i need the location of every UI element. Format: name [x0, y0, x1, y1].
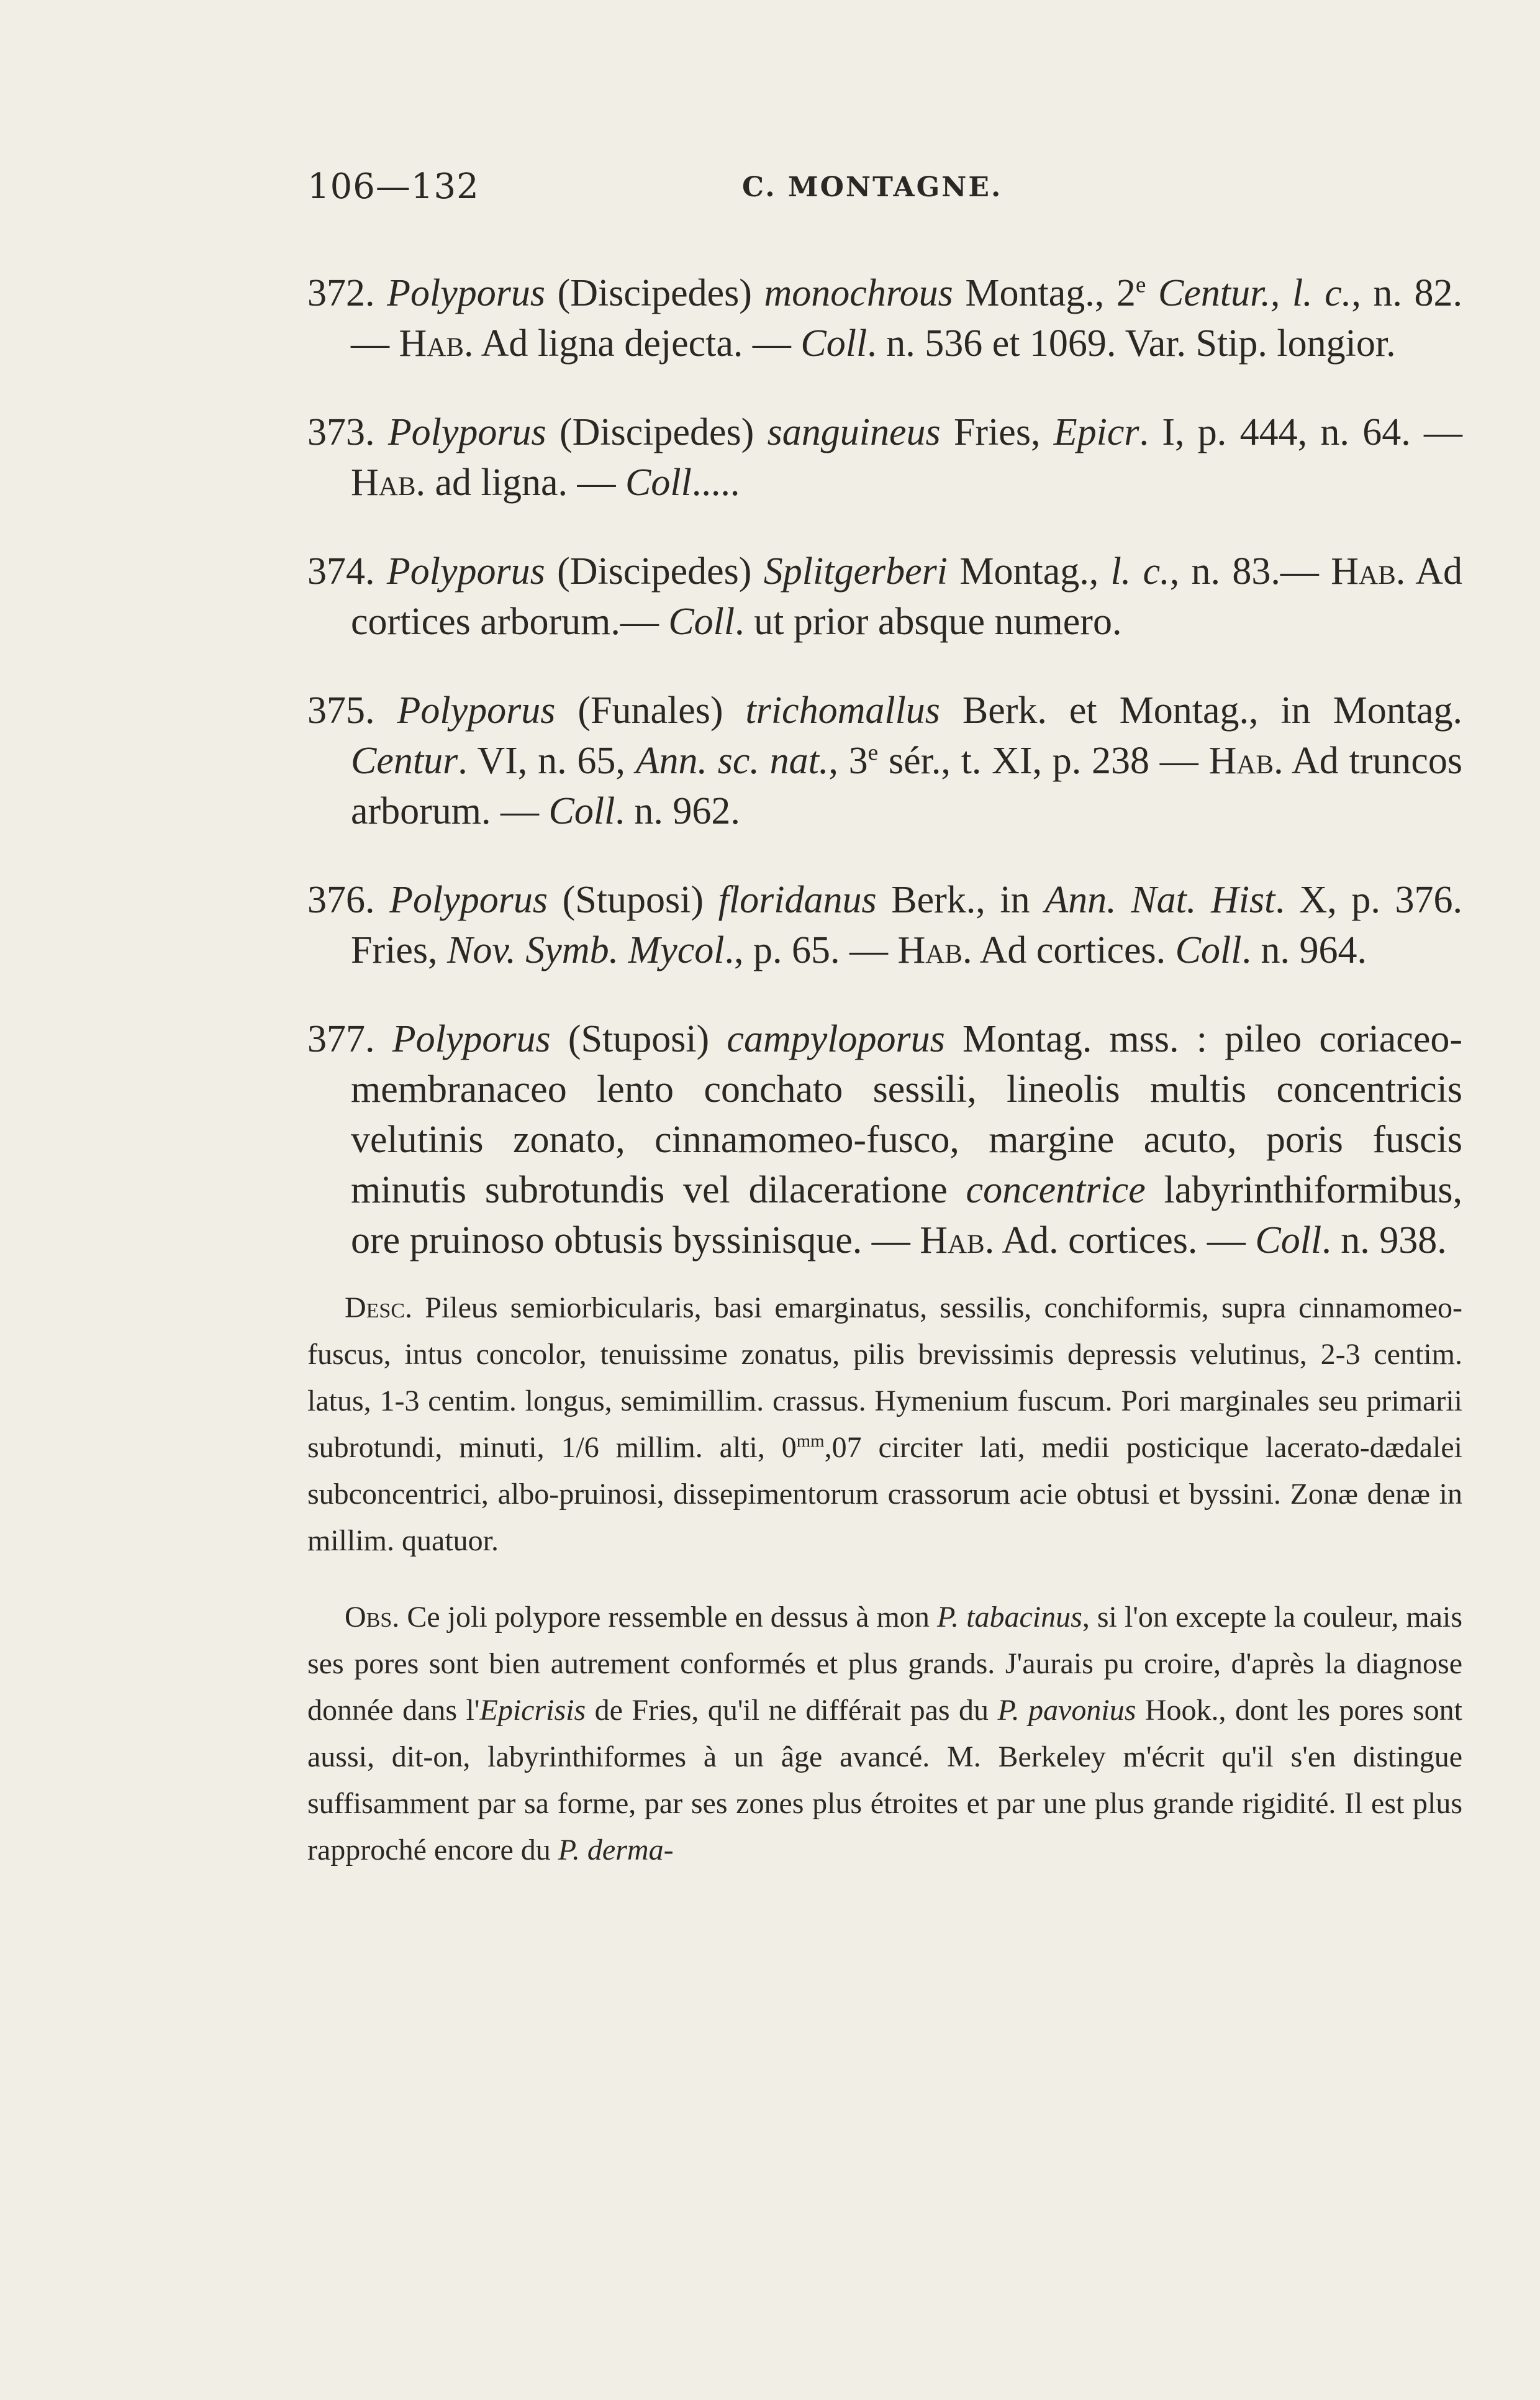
entry-number: 376. [307, 879, 390, 921]
description-paragraph [307, 1284, 1462, 1564]
text: . n. 964. [1241, 929, 1367, 971]
text: . Ad. cortices. — [984, 1219, 1256, 1261]
reference: Nov. Symb. Mycol [447, 929, 725, 971]
running-author: C. MONTAGNE. [742, 171, 1003, 203]
text: . Ad truncos arborum. — [351, 740, 1462, 832]
authority: Berk., in [876, 879, 1045, 921]
species: Splitgerberi [763, 550, 948, 593]
text: . ut prior absque numero. [735, 601, 1122, 643]
desc-label: Desc [345, 1291, 405, 1324]
reference: Ann. sc. nat. [635, 740, 829, 782]
text: . Ce joli polypore ressemble en dessus à mon [392, 1601, 937, 1634]
text: de Fries, qu'il ne différait pas du [586, 1694, 998, 1727]
text: . Ad cortices arborum.— [351, 550, 1462, 643]
entry-number: 373. [307, 411, 388, 453]
superscript: e [1135, 272, 1146, 298]
genus: Polyporus [387, 411, 546, 453]
obs-label: Obs [345, 1601, 392, 1634]
emphasis: concentrice [966, 1169, 1146, 1211]
superscript: e [867, 740, 879, 766]
coll-label: Coll [668, 601, 735, 643]
entry-number: 372. [307, 272, 387, 314]
section: (Discipedes) [546, 411, 768, 453]
text: . Ad cortices. [962, 929, 1175, 971]
text: . VI, n. 65, [458, 740, 636, 782]
reference: l. c. [1110, 550, 1170, 593]
genus: Polyporus [397, 689, 556, 732]
text: . X, p. 376. Fries, [351, 879, 1462, 971]
entry-373 [307, 407, 1462, 508]
authority: Montag., 2 [953, 272, 1136, 314]
genus: Polyporus [387, 272, 545, 314]
reference: Centur [351, 740, 458, 782]
coll-label: Coll [1175, 929, 1242, 971]
text: , n. 82.— [351, 272, 1463, 365]
entry-number: 375. [307, 689, 397, 732]
species: monochrous [764, 272, 953, 314]
text: ..... [691, 461, 740, 504]
authority: Fries, [940, 411, 1054, 453]
entry-375 [307, 686, 1462, 837]
reference: Ann. Nat. Hist [1044, 879, 1275, 921]
text: labyrinthiformibus, ore pruinoso obtusis byssinisque. — [351, 1169, 1462, 1261]
hab-label: Hab [1331, 550, 1396, 593]
entry-376 [307, 875, 1462, 976]
entry-number: 374. [307, 550, 387, 593]
entry-377 [307, 1014, 1462, 1266]
species-ref: P. pavonius [997, 1694, 1136, 1727]
reference: Epicr [1053, 411, 1139, 453]
text: . n. 938. [1321, 1219, 1447, 1261]
section: (Funales) [555, 689, 746, 732]
entry-number: 377. [307, 1018, 392, 1060]
authority: Montag., [947, 550, 1111, 593]
species-ref: P. tabacinus [936, 1601, 1082, 1634]
genus: Polyporus [392, 1018, 551, 1060]
description: Montag. mss. : pileo coriaceo-membranaceo lento conchato sessili, lineolis multis concentricis velutinis zonato, cinnamomeo-fusco, margine acuto, poris fuscis minutis subrotundis vel dilaceratione [351, 1018, 1462, 1211]
text: , n. 83.— [1169, 550, 1331, 593]
hab-label: Hab [1208, 740, 1274, 782]
species: trichomallus [745, 689, 940, 732]
text: Hook., dont les pores sont aussi, dit-on, labyrinthiformes à un âge avancé. M. Berkeley m'écrit qu'il s'en distingue suffisamment par sa forme, par ses zones plus étroites et par une plus grande rigidité. Il est plus rapproché encore du [307, 1694, 1462, 1866]
section: (Stuposi) [550, 1018, 727, 1060]
species: campyloporus [727, 1018, 945, 1060]
section: (Discipedes) [545, 272, 764, 314]
coll-label: Coll [1255, 1219, 1322, 1261]
entry-374 [307, 547, 1462, 647]
text: . n. 536 et 1069. Var. Stip. longior. [867, 322, 1396, 365]
genus: Polyporus [386, 550, 545, 593]
entry-372 [307, 268, 1462, 369]
hab-label: Hab [399, 322, 464, 365]
section: (Discipedes) [545, 550, 764, 593]
text: , 3 [828, 740, 868, 782]
text: . Ad ligna dejecta. — [464, 322, 801, 365]
text: sér., t. XI, p. 238 — [878, 740, 1209, 782]
page-body [307, 230, 1462, 1903]
text: , si l'on excepte la couleur, mais ses pores sont bien autrement conformés et plus grands. J'aurais pu croire, d'après la diagnose donnée dans l' [307, 1601, 1463, 1727]
hab-label: Hab [351, 461, 416, 504]
observation-paragraph [307, 1594, 1462, 1873]
hab-label: Hab [920, 1219, 985, 1261]
genus: Polyporus [389, 879, 548, 921]
species: sanguineus [767, 411, 941, 453]
species: floridanus [718, 879, 877, 921]
coll-label: Coll [800, 322, 867, 365]
running-header [307, 166, 1009, 216]
text: ,07 circiter lati, medii posticique lacerato-dædalei subconcentrici, albo-pruinosi, dissepimentorum crassorum acie obtusi et byssini. Zonæ denæ in millim. quatuor. [307, 1431, 1462, 1557]
reference: Centur., l. c. [1146, 272, 1352, 314]
text: . Pileus semiorbicularis, basi emarginatus, sessilis, conchiformis, supra cinnamomeo-fuscus, intus concolor, tenuissime zonatus, pilis brevissimis depressis velutinus, 2-3 centim. latus, 1-3 centim. longus, semimillim. crassus. Hymenium fuscum. Pori marginales seu primarii subrotundi, minuti, 1/6 millim. alti, 0 [307, 1291, 1462, 1464]
text: . n. 962. [615, 790, 740, 832]
text: . ad ligna. — [415, 461, 626, 504]
text: ., p. 65. — [724, 929, 898, 971]
authority: Berk. et Montag., in Montag. [940, 689, 1463, 732]
species-ref: P. derma- [558, 1834, 674, 1866]
coll-label: Coll [548, 790, 615, 832]
section: (Stuposi) [548, 879, 718, 921]
coll-label: Coll [625, 461, 692, 504]
page-range: 106—132 [307, 166, 479, 207]
work-ref: Epicrisis [479, 1694, 586, 1727]
text: . I, p. 444, n. 64. — [1139, 411, 1463, 453]
superscript: mm [796, 1431, 825, 1451]
hab-label: Hab [897, 929, 962, 971]
